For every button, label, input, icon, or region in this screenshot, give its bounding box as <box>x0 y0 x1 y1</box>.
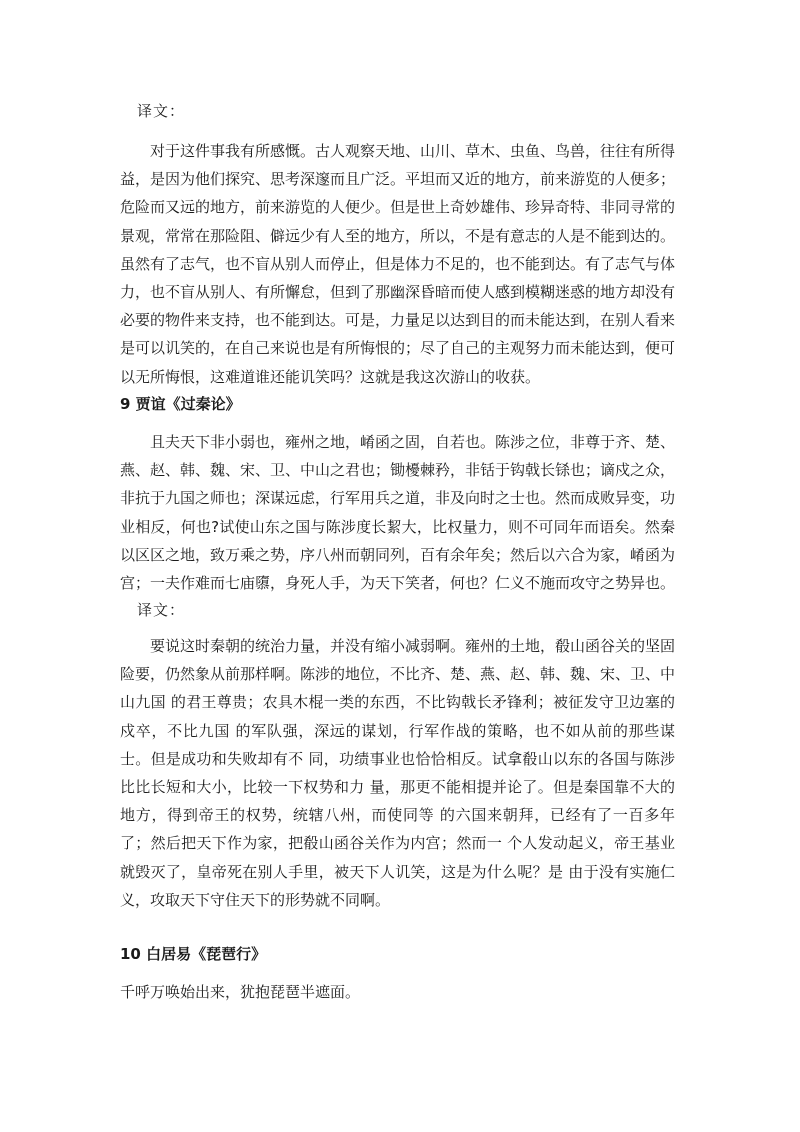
poem-line: 千呼万唤始出来，犹抱琵琶半遮面。 <box>120 983 361 1001</box>
section-heading-9: 9 贾谊《过秦论》 <box>120 395 241 413</box>
translation-label: 译文： <box>137 601 186 619</box>
original-text-paragraph: 且夫天下非小弱也，雍州之地，崤函之固，自若也。陈涉之位，非尊于齐、楚、燕、赵、韩、魏、宋、卫、中山之君也；锄櫌棘矜，非铦于钩戟长铩也；谪戍之众，非抗于九国之师也；深谋远虑，行军用兵之道，非及向时之士也。然而成败异变，功业相反，何也?试使山东之国与陈涉度长絜大，比权量力，则不可同年而语矣。然秦以区区之地，致万乘之势，序八州而朝同列，百有余年矣；然后以六合为家，崤函为宫；一夫作难而七庙隳，身死人手，为天下笑者，何也？仁义不施而攻守之势异也。 <box>120 433 676 593</box>
translation-label: 译文： <box>137 102 186 120</box>
translation-paragraph: 要说这时秦朝的统治力量，并没有缩小减弱啊。雍州的土地，殽山函谷关的坚固险要，仍然象从前那样啊。陈涉的地位，不比齐、楚、燕、赵、韩、魏、宋、卫、中山九国 的君王尊贵；农具木棍一类的东西，不比钩戟长矛锋利；被征发守卫边塞的戍卒，不比九国 的军队强，深远的谋划，行军作战的策略，也不如从前的那些谋士。但是成功和失败却有不 同，功绩事业也恰恰相反。试拿殽山以东的各国与陈涉比比长短和大小，比较一下权势和力 量，那更不能相提并论了。但是秦国靠不大的地方，得到帝王的权势，统辖八州，而使同等 的六国来朝拜，已经有了一百多年了；然后把天下作为家，把殽山函谷关作为内宫；然而一 个人发动起义，帝王基业就毁灭了，皇帝死在别人手里，被天下人讥笑，这是为什么呢？是 由于没有实施仁义，攻取天下守住天下的形势就不同啊。 <box>120 637 676 909</box>
translation-paragraph: 对于这件事我有所感慨。古人观察天地、山川、草木、虫鱼、鸟兽，往往有所得益，是因为他们探究、思考深邃而且广泛。平坦而又近的地方，前来游览的人便多；危险而又远的地方，前来游览的人便少。但是世上奇妙雄伟、珍异奇特、非同寻常的景观，常常在那险阻、僻远少有人至的地方，所以，不是有意志的人是不能到达的。虽然有了志气，也不盲从别人而停止，但是体力不足的，也不能到达。有了志气与体力，也不盲从别人、有所懈怠，但到了那幽深昏暗而使人感到模糊迷惑的地方却没有必要的物件来支持，也不能到达。可是，力量足以达到目的而未能达到，在别人看来是可以讥笑的，在自己来说也是有所悔恨的；尽了自己的主观努力而未能达到，便可以无所悔恨，这难道谁还能讥笑吗？这就是我这次游山的收获。 <box>120 142 676 386</box>
section-heading-10: 10 白居易《琵琶行》 <box>120 945 267 963</box>
